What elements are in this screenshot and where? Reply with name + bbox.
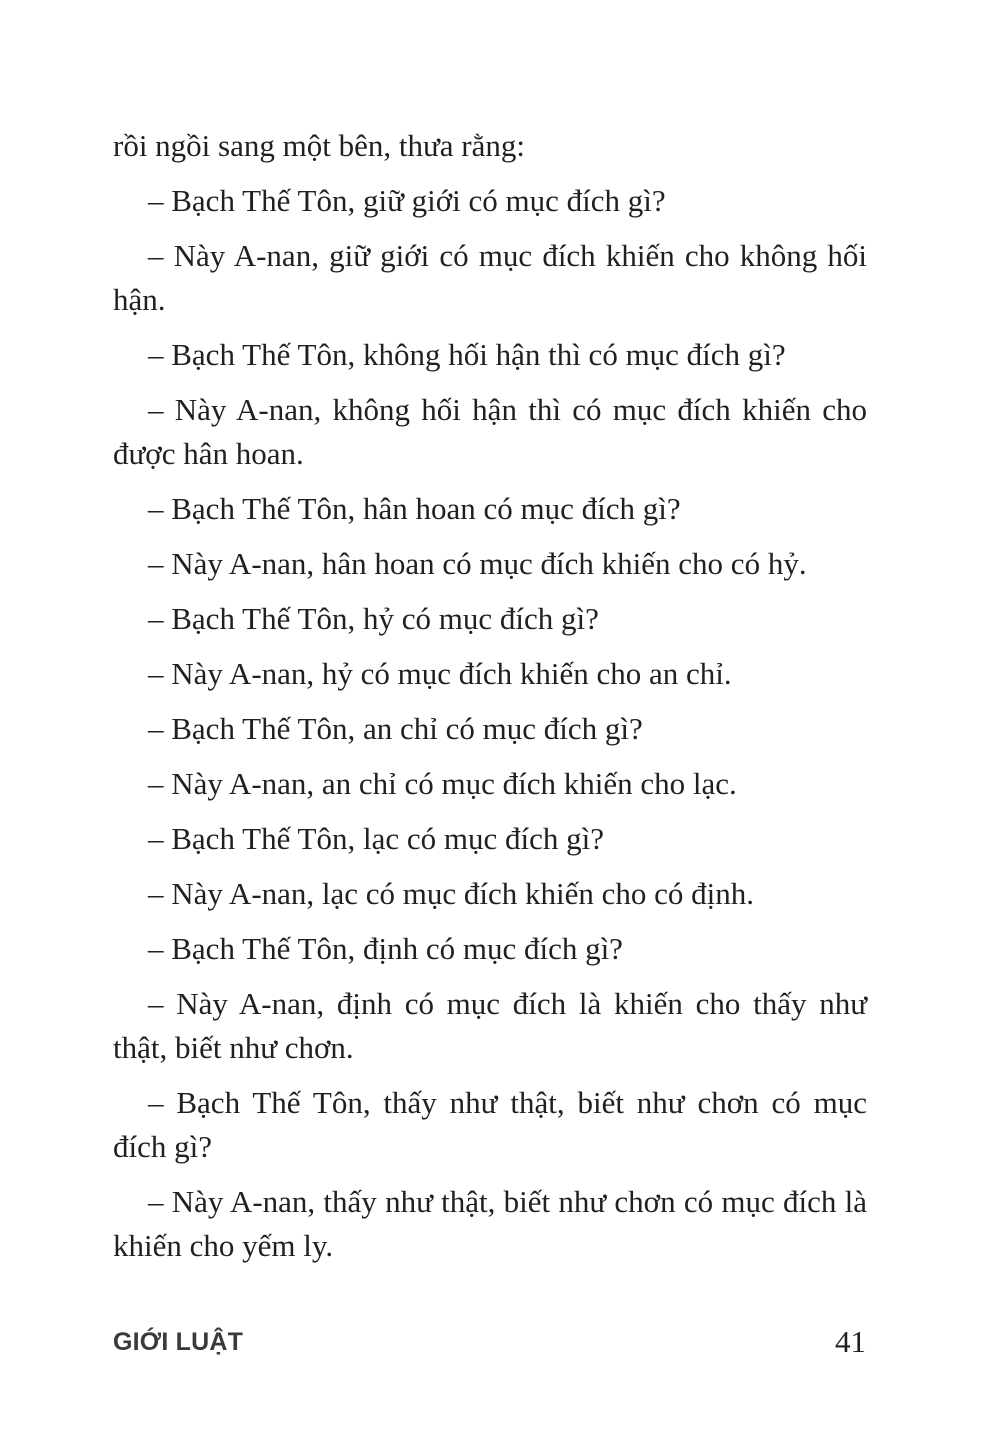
paragraph: – Bạch Thế Tôn, định có mục đích gì? [148, 931, 623, 966]
paragraph: – Bạch Thế Tôn, thấy như thật, biết như chơn có mục đích gì? [113, 1085, 867, 1164]
paragraph: – Này A-nan, thấy như thật, biết như chơn có mục đích là khiến cho yếm ly. [113, 1184, 867, 1263]
paragraph: – Này A-nan, giữ giới có mục đích khiến cho không hối hận. [113, 238, 867, 317]
running-footer-title: GIỚI LUẬT [113, 1328, 244, 1356]
paragraph: – Này A-nan, lạc có mục đích khiến cho có định. [148, 876, 755, 911]
page-number: 41 [835, 1324, 866, 1359]
body-text [113, 124, 867, 1279]
paragraph: – Bạch Thế Tôn, hân hoan có mục đích gì? [148, 491, 681, 526]
paragraph: – Này A-nan, định có mục đích là khiến cho thấy như thật, biết như chơn. [113, 986, 867, 1065]
paragraph: – Này A-nan, hân hoan có mục đích khiến cho có hỷ. [148, 546, 807, 581]
paragraph: – Này A-nan, không hối hận thì có mục đích khiến cho được hân hoan. [113, 392, 867, 471]
paragraph: – Này A-nan, hỷ có mục đích khiến cho an chỉ. [148, 656, 732, 691]
paragraph: rồi ngồi sang một bên, thưa rằng: [113, 128, 525, 163]
paragraph: – Bạch Thế Tôn, lạc có mục đích gì? [148, 821, 604, 856]
paragraph: – Bạch Thế Tôn, hỷ có mục đích gì? [148, 601, 599, 636]
paragraph: – Bạch Thế Tôn, không hối hận thì có mục đích gì? [148, 337, 786, 372]
paragraph: – Này A-nan, an chỉ có mục đích khiến cho lạc. [148, 766, 737, 801]
paragraph: – Bạch Thế Tôn, an chỉ có mục đích gì? [148, 711, 643, 746]
paragraph: – Bạch Thế Tôn, giữ giới có mục đích gì? [148, 183, 666, 218]
